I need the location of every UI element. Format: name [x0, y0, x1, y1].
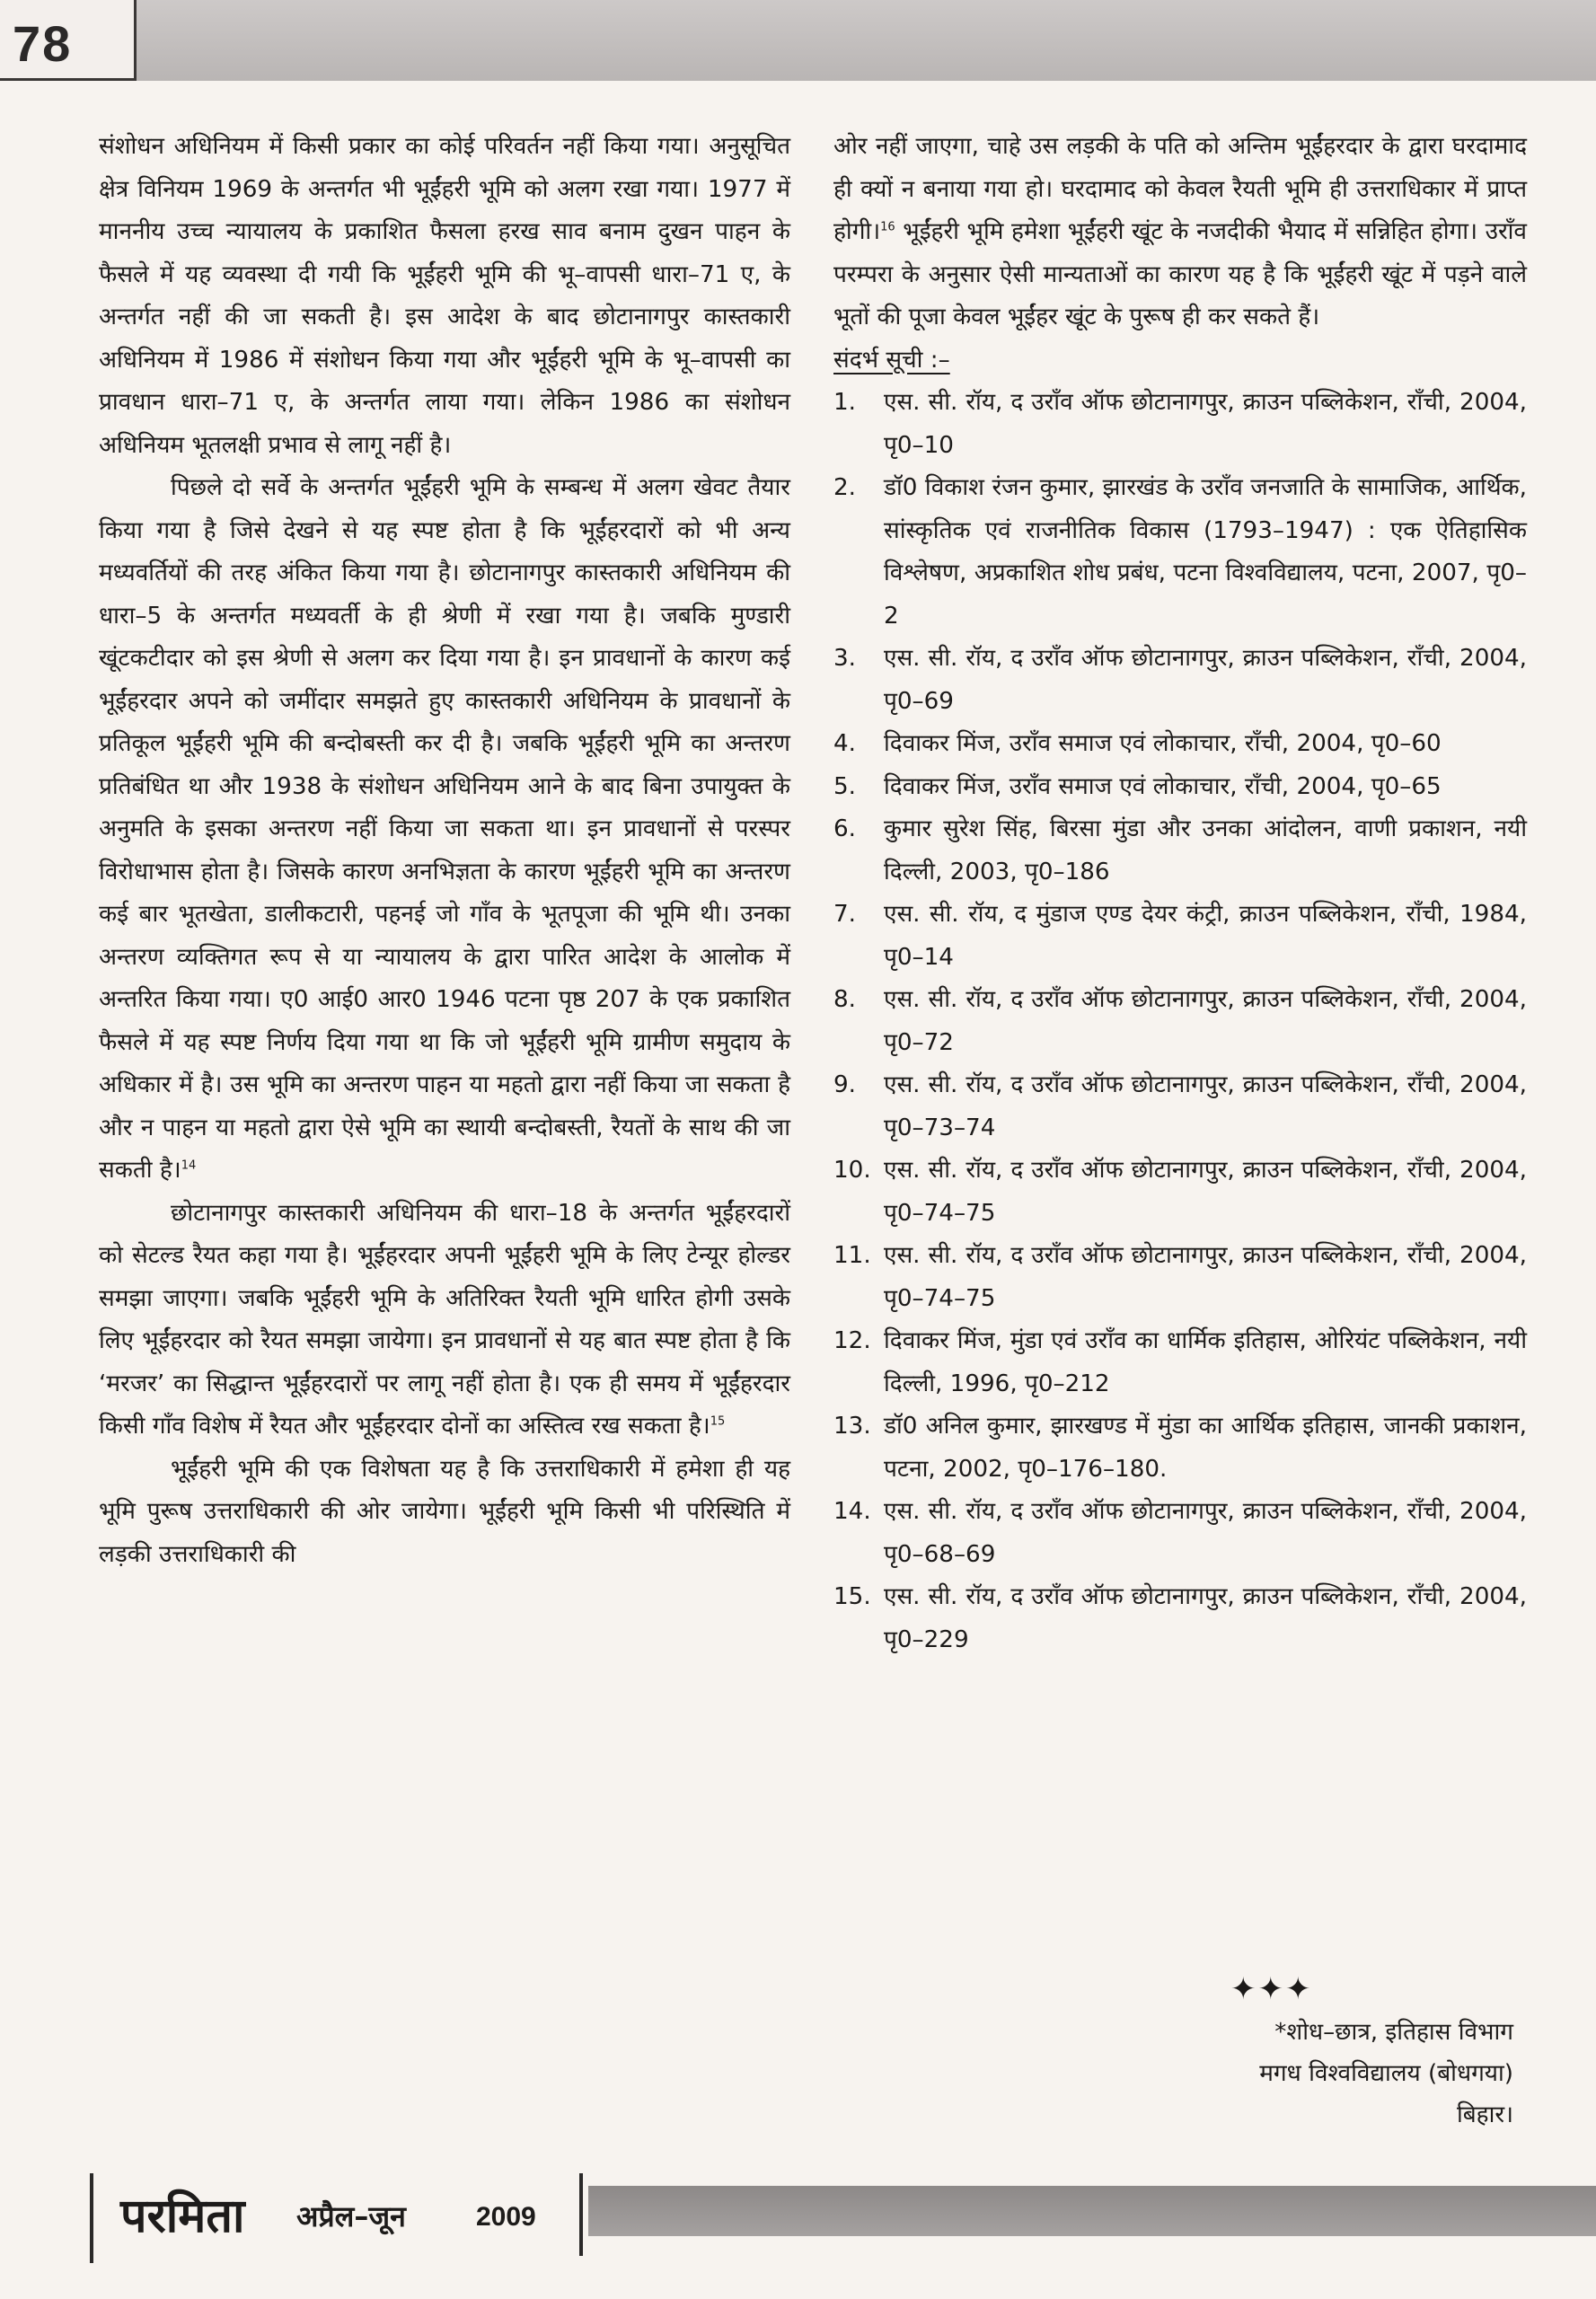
reference-item — [833, 467, 1527, 638]
page-number-box — [0, 0, 137, 81]
reference-item — [833, 1235, 1527, 1320]
reference-item — [833, 979, 1527, 1064]
author-affiliation — [1259, 2012, 1513, 2136]
footer-divider — [579, 2173, 583, 2256]
right-column — [833, 126, 1527, 1661]
reference-number: 5. — [833, 772, 856, 800]
footnote-mark: 16 — [880, 220, 895, 234]
reference-item — [833, 382, 1527, 467]
footer-divider — [90, 2173, 93, 2263]
paragraph: संशोधन अधिनियम में किसी प्रकार का कोई परिवर्तन नहीं किया गया। अनुसूचित क्षेत्र विनियम 1969 के अन्तर्गत भी भूईंहरी भूमि को अलग रखा गया। 1977 में माननीय उच्च न्यायालय के प्रकाशित फैसला हरख साव बनाम दुखन पाहन के फैसले में यह व्यवस्था दी गयी कि भूईंहरी भूमि की भू–वापसी धारा–71 ए, के अन्तर्गत नहीं की जा सकती है। इस आदेश के बाद छोटानागपुर कास्तकारी अधिनियम में 1986 में संशोधन किया गया और भूईंहरी भूमि के भू–वापसी का प्रावधान धारा–71 ए, के अन्तर्गत लाया गया। लेकिन 1986 का संशोधन अधिनियम भूतलक्षी प्रभाव से लागू नहीं है। — [99, 133, 790, 459]
reference-item — [833, 808, 1527, 894]
reference-number: 7. — [833, 901, 856, 928]
reference-number: 9. — [833, 1071, 856, 1098]
reference-item — [833, 1064, 1527, 1150]
issue-year: 2009 — [476, 2202, 536, 2232]
footnote-mark: 14 — [181, 1158, 197, 1173]
author-line: *शोध–छात्र, इतिहास विभाग — [1274, 2019, 1513, 2046]
reference-number: 13. — [833, 1413, 871, 1440]
paragraph: भूईंहरी भूमि की एक विशेषता यह है कि उत्तराधिकारी में हमेशा ही यह भूमि पुरूष उत्तराधिकारी की ओर जायेगा। भूईंहरी भूमि किसी भी परिस्थिति में लड़की उत्तराधिकारी की — [99, 1455, 790, 1568]
issue-months: अप्रैल–जून — [296, 2199, 406, 2233]
reference-number: 15. — [833, 1583, 871, 1610]
page-number: 78 — [13, 15, 73, 72]
reference-number: 11. — [833, 1242, 871, 1269]
reference-item — [833, 1320, 1527, 1405]
reference-item — [833, 894, 1527, 979]
reference-number: 14. — [833, 1498, 871, 1525]
reference-item — [833, 638, 1527, 723]
references-list — [833, 382, 1527, 1661]
reference-item — [833, 1150, 1527, 1235]
reference-text: एस. सी. रॉय, द उरॉंव ऑफ छोटानागपुर, क्राउन पब्लिकेशन, राँची, 2004, पृ0–10 — [884, 389, 1527, 459]
reference-text: दिवाकर मिंज, मुंडा एवं उराँव का धार्मिक इतिहास, ओरियंट पब्लिकेशन, नयी दिल्ली, 1996, पृ0–212 — [884, 1327, 1527, 1397]
reference-item — [833, 1491, 1527, 1576]
reference-text: एस. सी. रॉय, द उरॉंव ऑफ छोटानागपुर, क्राउन पब्लिकेशन, राँची, 2004, पृ0–229 — [884, 1583, 1527, 1653]
author-line: मगध विश्वविद्यालय (बोधगया) — [1259, 2060, 1513, 2087]
paragraph-text: ओर नहीं जाएगा, चाहे उस लड़की के पति को अन्तिम भूईंहरदार के द्वारा घरदामाद ही क्यों न बनाया गया हो। घरदामाद को केवल रैयती भूमि ही उत्तराधिकार में प्राप्त होगी। — [833, 133, 1527, 245]
reference-number: 8. — [833, 986, 856, 1013]
references-heading: संदर्भ सूची :– — [833, 346, 950, 374]
reference-text: एस. सी. रॉय, द उरॉंव ऑफ छोटानागपुर, क्राउन पब्लिकेशन, राँची, 2004, पृ0–74–75 — [884, 1242, 1527, 1312]
reference-number: 12. — [833, 1327, 871, 1354]
left-column — [99, 126, 790, 1576]
reference-text: एस. सी. रॉय, द उरॉंव ऑफ छोटानागपुर, क्राउन पब्लिकेशन, राँची, 2004, पृ0–74–75 — [884, 1157, 1527, 1227]
reference-number: 6. — [833, 815, 856, 842]
reference-text: डॉ0 अनिल कुमार, झारखण्ड में मुंडा का आर्थिक इतिहास, जानकी प्रकाशन, पटना, 2002, पृ0–176–180. — [884, 1413, 1527, 1483]
reference-number: 10. — [833, 1157, 871, 1184]
reference-item — [833, 766, 1527, 809]
reference-item — [833, 723, 1527, 766]
paragraph-text: छोटानागपुर कास्तकारी अधिनियम की धारा–18 के अन्तर्गत भूईंहरदारों को सेटल्ड रैयत कहा गया है। भूईंहरदार अपनी भूईंहरी भूमि के लिए टेन्यूर होल्डर समझा जाएगा। जबकि भूईंहरी भूमि के अतिरिक्त रैयती भूमि धारित होगी उसके लिए भूईंहरदार को रैयत समझा जायेगा। इन प्रावधानों से यह बात स्पष्ट होता है कि ‘मरजर’ का सिद्धान्त भूईंहरदारों पर लागू नहीं होता है। एक ही समय में भूईंहरदार किसी गाँव विशेष में रैयत और भूईंहरदार दोनों का अस्तित्व रख सकता है। — [99, 1199, 790, 1440]
reference-text: एस. सी. रॉय, द उरॉंव ऑफ छोटानागपुर, क्राउन पब्लिकेशन, राँची, 2004, पृ0–69 — [884, 645, 1527, 715]
paragraph-text: भूईंहरी भूमि हमेशा भूईंहरी खूंट के नजदीकी भैयाद में सन्निहित होगा। उराँव परम्परा के अनुसार ऐसी मान्यताओं का कारण यह है कि भूईंहरी खूंट में पड़ने वाले भूतों की पूजा केवल भूईंहर खूंट के पुरूष ही कर सकते हैं। — [833, 218, 1527, 330]
reference-item — [833, 1405, 1527, 1491]
paragraph-text: पिछले दो सर्वे के अन्तर्गत भूईंहरी भूमि के सम्बन्ध में अलग खेवट तैयार किया गया है जिसे देखने से यह स्पष्ट होता है कि भूईंहरदारों को भी अन्य मध्यवर्तियों की तरह अंकित किया गया है। छोटानागपुर कास्तकारी अधिनियम की धारा–5 के अन्तर्गत मध्यवर्ती के ही श्रेणी में रखा गया है। जबकि मुण्डारी खूंटकटीदार को इस श्रेणी से अलग कर दिया गया है। इन प्रावधानों के कारण कई भूईंहरदार अपने को जमींदार समझते हुए कास्तकारी अधिनियम के प्रावधानों के प्रतिकूल भूईंहरी भूमि की बन्दोबस्ती कर दी है। जबकि भूईंहरी भूमि का अन्तरण प्रतिबंधित था और 1938 के संशोधन अधिनियम आने के बाद बिना उपायुक्त के अनुमति के इसका अन्तरण नहीं किया जा सकता था। इन प्रावधानों से परस्पर विरोधाभास होता है। जिसके कारण अनभिज्ञता के कारण भूईंहरी भूमि का अन्तरण कई बार भूतखेता, डालीकटारी, पहनई जो गाँव के भूतपूजा की भूमि थी। उनका अन्तरण व्यक्तिगत रूप से या न्यायालय के द्वारा पारित आदेश के आलोक में अन्तरित किया गया। ए0 आई0 आर0 1946 पटना पृष्ठ 207 के एक प्रकाशित फैसले में यह स्पष्ट निर्णय दिया गया था कि जो भूईंहरी भूमि ग्रामीण समुदाय के अधिकार में है। उस भूमि का अन्तरण पाहन या महतो द्वारा नहीं किया जा सकता है और न पाहन या महतो द्वारा ऐसे भूमि का स्थायी बन्दोबस्ती, रैयतों के साथ की जा सकती है। — [99, 474, 790, 1184]
paragraph — [833, 126, 1527, 339]
reference-number: 1. — [833, 389, 856, 416]
magazine-title: परमिता — [120, 2189, 245, 2243]
reference-text: कुमार सुरेश सिंह, बिरसा मुंडा और उनका आंदोलन, वाणी प्रकाशन, नयी दिल्ली, 2003, पृ0–186 — [884, 815, 1527, 885]
reference-text: एस. सी. रॉय, द उरॉंव ऑफ छोटानागपुर, क्राउन पब्लिकेशन, राँची, 2004, पृ0–72 — [884, 986, 1527, 1056]
separator-stars: ✦✦✦ — [1230, 1971, 1313, 2007]
header-band — [0, 0, 1596, 81]
reference-number: 2. — [833, 474, 856, 501]
reference-item — [833, 1576, 1527, 1661]
paragraph — [99, 1193, 790, 1449]
reference-number: 3. — [833, 645, 856, 672]
paragraph — [99, 467, 790, 1193]
reference-text: डॉ0 विकाश रंजन कुमार, झारखंड के उराँव जनजाति के सामाजिक, आर्थिक, सांस्कृतिक एवं राजनीतिक विकास (1793–1947) : एक ऐतिहासिक विश्लेषण, अप्रकाशित शोध प्रबंध, पटना विश्वविद्यालय, पटना, 2007, पृ0–2 — [884, 474, 1527, 630]
reference-text: दिवाकर मिंज, उराँव समाज एवं लोकाचार, राँची, 2004, पृ0–60 — [884, 730, 1442, 757]
footnote-mark: 15 — [710, 1414, 726, 1429]
reference-number: 4. — [833, 730, 856, 757]
reference-text: एस. सी. रॉय, द मुंडाज एण्ड देयर कंट्री, क्राउन पब्लिकेशन, राँची, 1984, पृ0–14 — [884, 901, 1527, 971]
reference-text: एस. सी. रॉय, द उरॉंव ऑफ छोटानागपुर, क्राउन पब्लिकेशन, राँची, 2004, पृ0–68–69 — [884, 1498, 1527, 1568]
author-line: बिहार। — [1456, 2101, 1513, 2128]
reference-text: एस. सी. रॉय, द उरॉंव ऑफ छोटानागपुर, क्राउन पब्लिकेशन, राँची, 2004, पृ0–73–74 — [884, 1071, 1527, 1141]
reference-text: दिवाकर मिंज, उराँव समाज एवं लोकाचार, राँची, 2004, पृ0–65 — [884, 772, 1442, 800]
